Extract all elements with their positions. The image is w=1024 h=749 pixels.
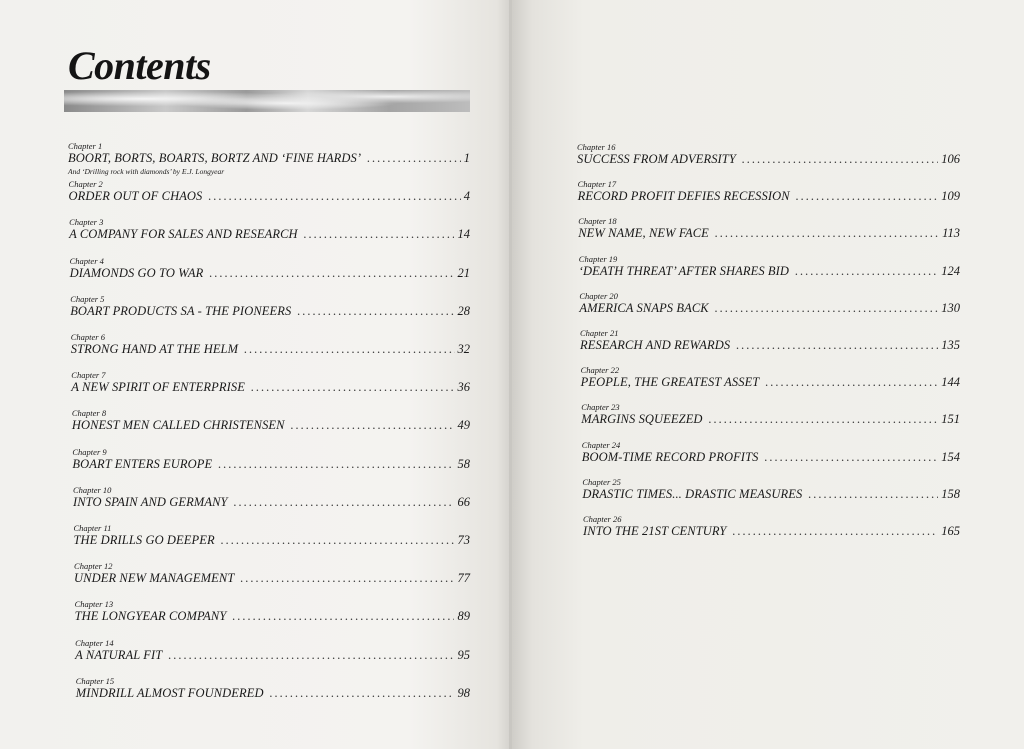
page-number: 95 — [457, 647, 470, 662]
chapter-row — [68, 151, 470, 165]
chapter-title: PEOPLE, THE GREATEST ASSET — [580, 375, 760, 390]
chapter-row — [73, 495, 470, 509]
page-number: 106 — [941, 152, 960, 166]
page-number: 144 — [941, 375, 960, 390]
chapter-title: HONEST MEN CALLED CHRISTENSEN — [71, 418, 285, 433]
toc-entry — [72, 447, 470, 471]
page-number: 109 — [941, 189, 960, 204]
toc-entry — [70, 256, 470, 280]
dot-leader — [297, 304, 454, 318]
chapter-row — [71, 380, 470, 394]
page-number: 77 — [457, 571, 470, 586]
chapter-title: A NATURAL FIT — [75, 647, 163, 662]
chapter-title: INTO THE 21ST CENTURY — [583, 524, 727, 538]
page-number: 158 — [941, 486, 960, 501]
chapter-row — [581, 375, 960, 389]
dot-leader — [168, 648, 454, 662]
toc-entry — [583, 514, 960, 538]
chapter-label: Chapter 2 — [68, 179, 103, 190]
toc-entry — [73, 485, 470, 509]
chapter-row — [580, 338, 960, 352]
chapter-row — [69, 227, 470, 241]
chapter-row — [581, 412, 960, 426]
chapter-row — [74, 571, 470, 585]
contents-title: Contents — [68, 43, 211, 88]
chapter-label: Chapter 8 — [71, 408, 107, 419]
dot-leader — [232, 609, 454, 623]
chapter-row — [74, 533, 471, 547]
chapter-label: Chapter 21 — [580, 328, 619, 338]
chapter-title: BOOM-TIME RECORD PROFITS — [581, 449, 759, 464]
dot-leader — [240, 571, 454, 585]
page-number: 49 — [457, 418, 470, 433]
chapter-row — [71, 342, 470, 356]
toc-entry — [581, 402, 960, 426]
chapter-label: Chapter 24 — [581, 439, 621, 450]
dot-leader — [208, 189, 460, 203]
dot-leader — [808, 487, 938, 501]
chapter-label: Chapter 6 — [70, 332, 105, 342]
chapter-title: A COMPANY FOR SALES AND RESEARCH — [69, 227, 298, 242]
dot-leader — [209, 266, 454, 280]
chapter-label: Chapter 4 — [69, 255, 104, 266]
toc-entry — [580, 328, 960, 352]
page-number: 21 — [457, 265, 470, 280]
page-number: 165 — [941, 524, 960, 538]
toc-entry — [578, 216, 960, 240]
dot-leader — [218, 457, 454, 471]
toc-entry — [71, 332, 470, 356]
toc-entry — [579, 254, 960, 278]
chapter-row — [582, 450, 960, 464]
chapter-row — [578, 226, 960, 240]
chapter-title: RESEARCH AND REWARDS — [580, 338, 731, 352]
chapter-row — [76, 686, 470, 700]
chapter-title: BOORT, BORTS, BOARTS, BORTZ AND ‘FINE HARDS’ — [68, 151, 362, 165]
chapter-label: Chapter 13 — [74, 599, 114, 610]
toc-entry — [74, 561, 470, 585]
page-number: 36 — [457, 380, 470, 395]
page-number: 89 — [457, 609, 470, 624]
dot-leader — [795, 264, 938, 278]
chapter-label: Chapter 10 — [72, 484, 112, 495]
chapter-title: DIAMONDS GO TO WAR — [69, 265, 204, 280]
chapter-title: MINDRILL ALMOST FOUNDERED — [75, 685, 264, 700]
toc-entry — [71, 370, 470, 394]
toc-entry — [75, 599, 470, 623]
chapter-label: Chapter 16 — [577, 142, 616, 152]
chapter-label: Chapter 12 — [74, 561, 113, 572]
dot-leader — [251, 380, 455, 394]
page-number: 32 — [457, 342, 470, 356]
chapter-row — [69, 189, 470, 203]
dot-leader — [736, 338, 938, 352]
chapter-label: Chapter 18 — [578, 216, 617, 227]
chapter-row — [583, 524, 960, 538]
chapter-row — [70, 304, 470, 318]
chapter-label: Chapter 1 — [68, 141, 103, 151]
chapter-row — [72, 418, 470, 432]
dot-leader — [367, 151, 461, 165]
dot-leader — [765, 375, 938, 389]
toc-entry — [577, 142, 960, 166]
toc-entry — [69, 217, 470, 241]
toc-entry — [582, 440, 960, 464]
chapter-row — [579, 301, 960, 315]
chapter-title: SUCCESS FROM ADVERSITY — [577, 152, 736, 166]
chapter-row — [582, 487, 960, 501]
dot-leader — [764, 450, 938, 464]
chapter-title: BOART PRODUCTS SA - THE PIONEERS — [70, 303, 292, 318]
dot-leader — [291, 418, 455, 432]
chapter-title: INTO SPAIN AND GERMANY — [72, 494, 228, 509]
toc-entry — [74, 523, 471, 547]
page-number: 124 — [941, 263, 960, 278]
dot-leader — [732, 524, 938, 538]
page-number: 130 — [941, 300, 960, 315]
chapter-row — [579, 264, 960, 278]
toc-entry — [76, 676, 470, 700]
toc-entry — [68, 141, 470, 176]
chapter-title: THE LONGYEAR COMPANY — [74, 609, 227, 624]
chapter-subnote: And ‘Drilling rock with diamonds’ by E.J. Longyear — [68, 167, 225, 176]
page-number: 14 — [457, 227, 470, 242]
chapter-label: Chapter 3 — [69, 217, 104, 228]
page-number: 58 — [457, 456, 470, 471]
page-number: 1 — [463, 151, 470, 165]
dot-leader — [715, 226, 939, 240]
chapter-title: THE DRILLS GO DEEPER — [73, 533, 215, 547]
dot-leader — [742, 152, 938, 166]
toc-entry — [582, 477, 960, 501]
page-number: 66 — [457, 494, 470, 509]
chapter-label: Chapter 20 — [579, 290, 618, 301]
page-number: 113 — [942, 226, 960, 241]
chapter-label: Chapter 15 — [75, 675, 115, 686]
toc-entry — [69, 179, 470, 203]
chapter-label: Chapter 25 — [582, 476, 621, 487]
chapter-label: Chapter 5 — [70, 293, 105, 304]
page-number: 28 — [457, 303, 470, 318]
toc-entry — [75, 638, 470, 662]
dot-leader — [234, 495, 455, 509]
dot-leader — [709, 412, 939, 426]
toc-entry — [578, 179, 960, 203]
decorative-band — [64, 90, 470, 112]
chapter-row — [72, 457, 470, 471]
dot-leader — [715, 301, 939, 315]
page-number: 73 — [457, 533, 470, 547]
right-page — [512, 0, 1024, 749]
chapter-title: NEW NAME, NEW FACE — [578, 226, 709, 241]
chapter-row — [577, 152, 960, 166]
page-number: 151 — [941, 412, 960, 427]
dot-leader — [796, 189, 939, 203]
dot-leader — [244, 342, 454, 356]
chapter-label: Chapter 11 — [73, 523, 112, 533]
page-number: 154 — [941, 449, 960, 464]
chapter-row — [70, 266, 470, 280]
chapter-title: RECORD PROFIT DEFIES RECESSION — [577, 189, 790, 204]
chapter-title: UNDER NEW MANAGEMENT — [74, 571, 235, 586]
toc-entry — [581, 365, 960, 389]
chapter-title: AMERICA SNAPS BACK — [579, 300, 709, 315]
chapter-title: ‘DEATH THREAT’ AFTER SHARES BID — [578, 263, 790, 278]
dot-leader — [304, 227, 455, 241]
chapter-label: Chapter 22 — [580, 365, 620, 376]
chapter-title: STRONG HAND AT THE HELM — [70, 342, 239, 356]
chapter-label: Chapter 19 — [578, 253, 618, 264]
page-number: 135 — [941, 338, 960, 352]
chapter-row — [75, 609, 470, 623]
chapter-label: Chapter 26 — [583, 514, 622, 524]
chapter-label: Chapter 14 — [75, 637, 114, 648]
dot-leader — [221, 533, 455, 547]
chapter-row — [75, 648, 470, 662]
chapter-row — [578, 189, 960, 203]
chapter-title: DRASTIC TIMES... DRASTIC MEASURES — [582, 486, 803, 501]
chapter-label: Chapter 17 — [577, 179, 617, 190]
chapter-title: BOART ENTERS EUROPE — [72, 456, 213, 471]
chapter-label: Chapter 23 — [581, 402, 620, 413]
toc-entry — [72, 408, 470, 432]
chapter-title: ORDER OUT OF CHAOS — [68, 189, 203, 204]
chapter-title: A NEW SPIRIT OF ENTERPRISE — [71, 380, 245, 395]
chapter-label: Chapter 9 — [72, 446, 107, 457]
toc-entry — [70, 294, 470, 318]
dot-leader — [270, 686, 455, 700]
page-number: 98 — [457, 685, 470, 700]
chapter-title: MARGINS SQUEEZED — [581, 412, 703, 427]
page-number: 4 — [463, 189, 470, 204]
toc-entry — [579, 291, 960, 315]
chapter-label: Chapter 7 — [71, 370, 106, 381]
